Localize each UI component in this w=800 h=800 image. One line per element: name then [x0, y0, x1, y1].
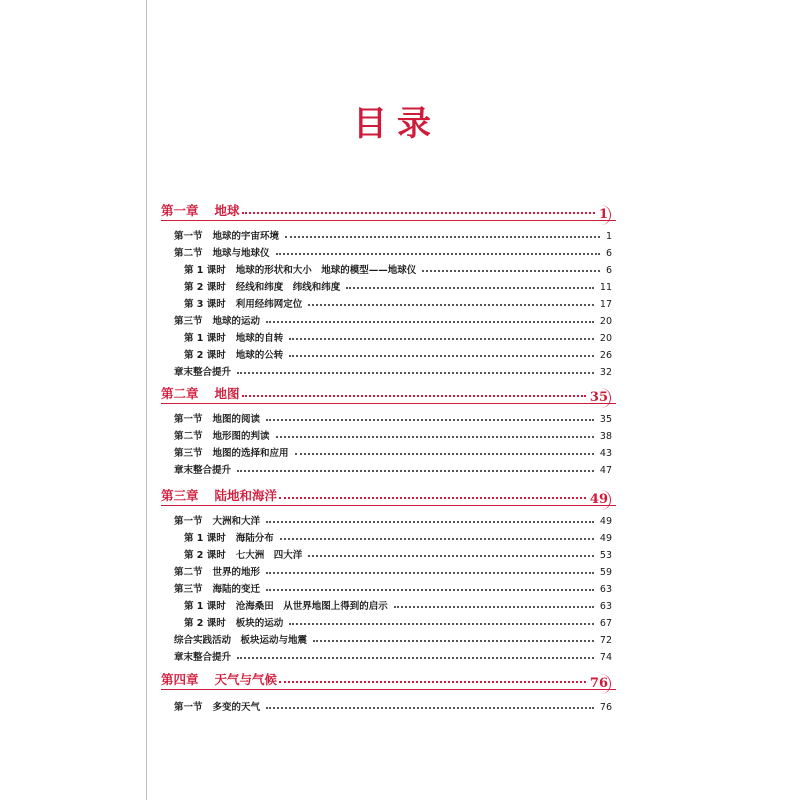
entry-page: 72 [599, 635, 612, 646]
toc-entry[interactable] [174, 631, 612, 646]
toc-entry[interactable] [174, 363, 612, 378]
toc-entry[interactable] [174, 461, 612, 476]
chapter-heading[interactable] [161, 199, 611, 222]
chapter-number: 第三章 [161, 488, 199, 503]
entry-page: 6 [605, 265, 612, 276]
entry-number: 第 1 课时 [184, 601, 226, 612]
dot-leader [266, 707, 594, 709]
entry-title: 世界的地形 [212, 567, 261, 578]
dot-leader [394, 606, 594, 608]
entry-title: 地形图的判读 [212, 431, 270, 442]
dot-leader [266, 589, 594, 591]
dot-leader [237, 372, 594, 374]
dot-leader [308, 304, 594, 306]
entry-title: 综合实践活动 板块运动与地震 [174, 635, 308, 646]
entry-page: 35 [599, 414, 612, 425]
chapter-page: 49 [590, 490, 611, 510]
toc-entry[interactable] [174, 512, 612, 527]
toc-entry[interactable] [184, 278, 612, 293]
entry-number: 第一节 [174, 516, 203, 527]
entry-number: 第 1 课时 [184, 333, 226, 344]
entry-number: 第一节 [174, 414, 203, 425]
entry-number: 第 2 课时 [184, 350, 226, 361]
toc-entry[interactable] [184, 346, 612, 361]
toc-entry[interactable] [184, 614, 612, 629]
entry-title: 地图的选择和应用 [212, 448, 289, 459]
dot-leader [266, 572, 594, 574]
entry-number: 第 1 课时 [184, 533, 226, 544]
dot-leader [346, 287, 594, 289]
dot-leader [242, 212, 595, 214]
chapter-heading[interactable] [161, 484, 611, 507]
chapter-title: 陆地和海洋 [214, 488, 278, 503]
entry-number: 第 2 课时 [184, 618, 226, 629]
entry-number: 第三节 [174, 584, 203, 595]
entry-title: 章末整合提升 [174, 652, 232, 663]
dot-leader [285, 236, 600, 238]
chapter-heading[interactable] [161, 382, 611, 405]
entry-page: 1 [605, 231, 612, 242]
entry-page: 76 [599, 702, 612, 713]
dot-leader [308, 555, 594, 557]
entry-title: 地球的自转 [235, 333, 284, 344]
entry-page: 49 [599, 516, 612, 527]
toc-page [146, 0, 647, 800]
entry-page: 47 [599, 465, 612, 476]
entry-page: 20 [599, 316, 612, 327]
chapter-title: 天气与气候 [214, 672, 278, 687]
entry-page: 17 [599, 299, 612, 310]
toc-entry[interactable] [184, 597, 612, 612]
entry-page: 6 [605, 248, 612, 259]
toc-entry[interactable] [184, 261, 612, 276]
entry-page: 26 [599, 350, 612, 361]
entry-number: 第二节 [174, 431, 203, 442]
dot-leader [295, 453, 594, 455]
dot-leader [266, 521, 594, 523]
toc-entry[interactable] [174, 410, 612, 425]
toc-entry[interactable] [174, 227, 612, 242]
entry-page: 20 [599, 333, 612, 344]
toc-entry[interactable] [174, 312, 612, 327]
entry-number: 第 2 课时 [184, 282, 226, 293]
entry-title: 海陆分布 [235, 533, 274, 544]
entry-title: 海陆的变迁 [212, 584, 261, 595]
dot-leader [422, 270, 600, 272]
entry-title: 大洲和大洋 [212, 516, 261, 527]
entry-title: 地球的公转 [235, 350, 284, 361]
dot-leader [237, 470, 594, 472]
dot-leader [266, 419, 594, 421]
toc-entry[interactable] [184, 329, 612, 344]
entry-page: 74 [599, 652, 612, 663]
entry-title: 七大洲 四大洋 [235, 550, 303, 561]
toc-entry[interactable] [174, 244, 612, 259]
toc-entry[interactable] [174, 563, 612, 578]
dot-leader [289, 623, 594, 625]
dot-leader [242, 395, 586, 397]
entry-page: 53 [599, 550, 612, 561]
entry-number: 第二节 [174, 248, 203, 259]
toc-entry[interactable] [184, 295, 612, 310]
chapter-title: 地球 [214, 203, 240, 218]
entry-title: 沧海桑田 从世界地图上得到的启示 [235, 601, 388, 612]
chapter-rule [161, 220, 616, 221]
entry-page: 11 [599, 282, 612, 293]
chapter-page: 35 [590, 388, 611, 408]
entry-title: 利用经纬网定位 [235, 299, 303, 310]
chapter-rule [161, 505, 616, 506]
entry-title: 板块的运动 [235, 618, 284, 629]
dot-leader [279, 497, 586, 499]
toc-entry[interactable] [184, 546, 612, 561]
entry-title: 地球与地球仪 [212, 248, 270, 259]
entry-number: 第三节 [174, 448, 203, 459]
entry-title: 章末整合提升 [174, 465, 232, 476]
entry-page: 49 [599, 533, 612, 544]
chapter-rule [161, 689, 616, 690]
dot-leader [276, 253, 600, 255]
entry-page: 59 [599, 567, 612, 578]
toc-entry[interactable] [174, 427, 612, 442]
toc-entry[interactable] [174, 580, 612, 595]
chapter-number: 第一章 [161, 203, 199, 218]
entry-page: 38 [599, 431, 612, 442]
entry-page: 43 [599, 448, 612, 459]
dot-leader [276, 436, 594, 438]
chapter-number: 第四章 [161, 672, 199, 687]
dot-leader [313, 640, 594, 642]
entry-number: 第 2 课时 [184, 550, 226, 561]
entry-title: 地球的形状和大小 地球的模型——地球仪 [235, 265, 417, 276]
entry-number: 第 1 课时 [184, 265, 226, 276]
chapter-rule [161, 403, 616, 404]
entry-page: 63 [599, 584, 612, 595]
entry-number: 第二节 [174, 567, 203, 578]
chapter-number: 第二章 [161, 386, 199, 401]
entry-number: 第 3 课时 [184, 299, 226, 310]
dot-leader [266, 321, 594, 323]
dot-leader [280, 538, 594, 540]
chapter-heading[interactable] [161, 668, 611, 691]
dot-leader [289, 338, 594, 340]
entry-page: 67 [599, 618, 612, 629]
chapter-title: 地图 [214, 386, 240, 401]
dot-leader [289, 355, 594, 357]
entry-title: 地图的阅读 [212, 414, 261, 425]
toc-title: 目录 [353, 104, 441, 144]
entry-title: 章末整合提升 [174, 367, 232, 378]
chapter-page: 76 [590, 674, 611, 694]
entry-number: 第三节 [174, 316, 203, 327]
entry-number: 第一节 [174, 231, 203, 242]
dot-leader [237, 657, 594, 659]
toc-entry[interactable] [184, 529, 612, 544]
entry-title: 地球的运动 [212, 316, 261, 327]
dot-leader [279, 681, 586, 683]
entry-title: 多变的天气 [212, 702, 261, 713]
toc-entry[interactable] [174, 698, 612, 713]
toc-entry[interactable] [174, 648, 612, 663]
entry-title: 地球的宇宙环境 [212, 231, 280, 242]
entry-page: 63 [599, 601, 612, 612]
entry-title: 经线和纬度 纬线和纬度 [235, 282, 341, 293]
toc-entry[interactable] [174, 444, 612, 459]
chapter-page: 1 [599, 205, 611, 225]
entry-number: 第一节 [174, 702, 203, 713]
entry-page: 32 [599, 367, 612, 378]
